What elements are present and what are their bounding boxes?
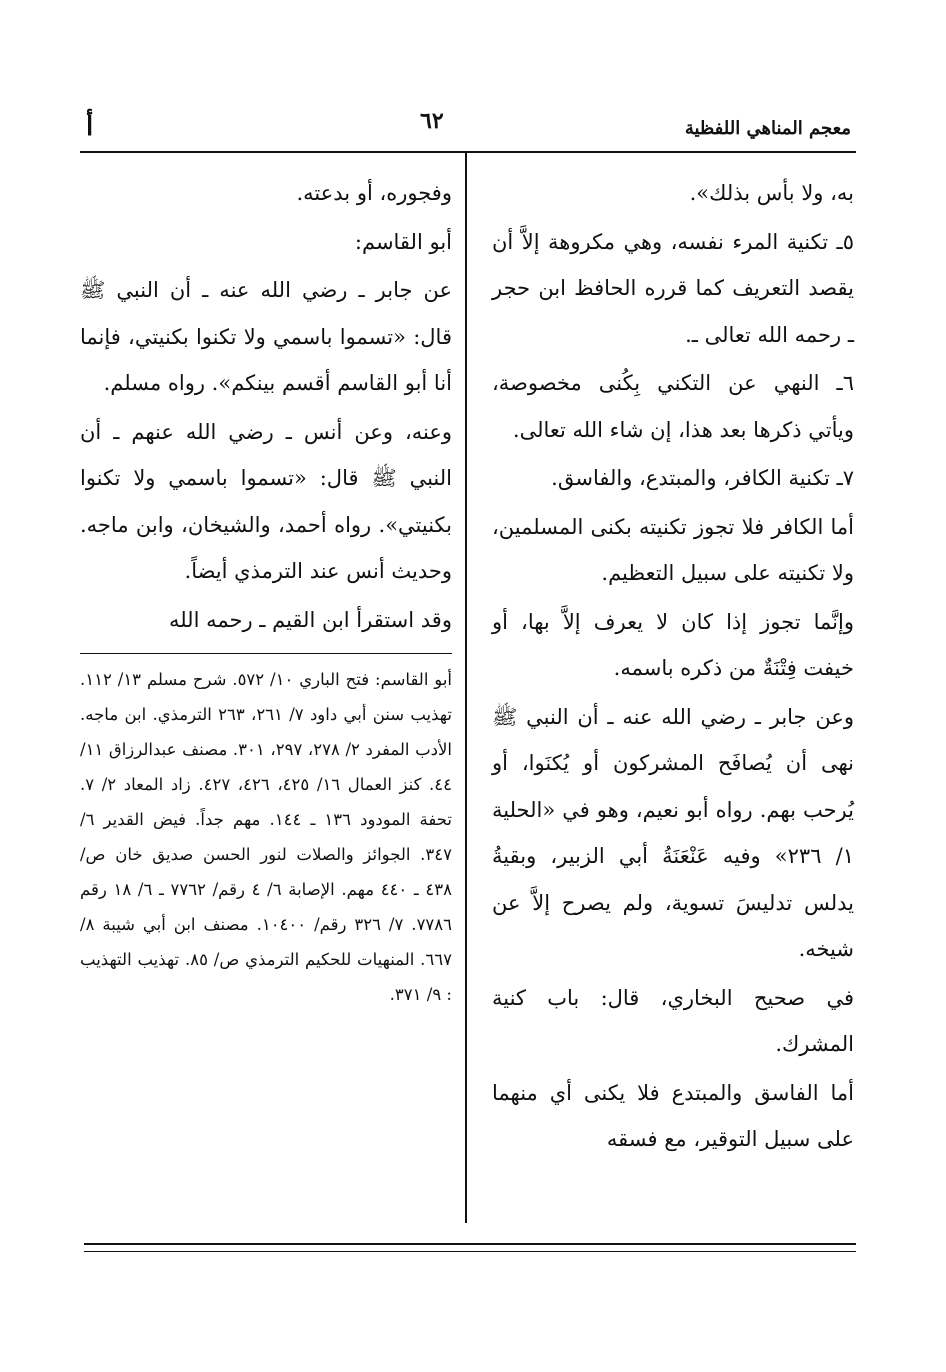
paragraph: وفجوره، أو بدعته. bbox=[296, 181, 452, 205]
paragraph: وعن جابر ـ رضي الله عنه ـ أن النبي ﷺ نهى أن يُصافَح المشركون أو يُكنَوا، أو يُرحب بهم. رواه أبو نعيم، وهو في «الحلية ١/ ٢٣٦» وفيه عَنْعَنَةُ أبي الزبير، وبقيةُ يدلس تدليسَ تسوية، ولم يصرح إلاَّ عن شيخه. bbox=[492, 704, 854, 961]
footer-rule-thin bbox=[84, 1251, 856, 1252]
page-number: ٦٢ bbox=[420, 108, 444, 134]
section-letter: أ bbox=[86, 112, 94, 142]
running-title: معجم المناهي اللفظية bbox=[684, 118, 851, 139]
paragraph: عن جابر ـ رضي الله عنه ـ أن النبي ﷺ قال: «تسموا باسمي ولا تكنوا بكنيتي، فإنما أنا أبو القاسم أقسم بينكم». رواه مسلم. bbox=[80, 278, 452, 395]
paragraph: وعنه، وعن أنس ـ رضي الله عنهم ـ أن النبي ﷺ قال: «تسموا باسمي ولا تكنوا بكنيتي». رواه أحمد، والشيخان، وابن ماجه. وحديث أنس عند الترمذي أيضاً. bbox=[80, 419, 452, 583]
left-column bbox=[80, 170, 452, 1012]
paragraph: وقد استقرأ ابن القيم ـ رحمه الله bbox=[168, 607, 452, 632]
header-rule bbox=[80, 151, 856, 153]
paragraph: في صحيح البخاري، قال: باب كنية المشرك. bbox=[492, 985, 854, 1056]
right-column bbox=[492, 170, 854, 1165]
paragraph: ٧ـ تكنية الكافر، والمبتدع، والفاسق. bbox=[551, 466, 854, 490]
footnote: أبو القاسم: فتح الباري ١٠/ ٥٧٢. شرح مسلم ١٣/ ١١٢. تهذيب سنن أبي داود ٧/ ٢٦١، ٢٦٣ الترمذي. ابن ماجه. الأدب المفرد ٢/ ٢٧٨، ٢٩٧، ٣٠١. مصنف عبدالرزاق ١١/ ٤٤. كنز العمال ١٦/ ٤٢٥، ٤٢٦، ٤٢٧. زاد المعاد ٢/ ٧. تحفة المودود ١٣٦ ـ ١٤٤. مهم جداً. فيض القدير ٦/ ٣٤٧. الجوائز والصلات لنور الحسن صديق خان ص/ ٤٣٨ ـ ٤٤٠ مهم. الإصابة ٦/ ٤ رقم/ ٧٧٦٢ ـ ٦/ ١٨ رقم ٧٧٨٦. ٧/ ٣٢٦ رقم/ ١٠٤٠٠. مصنف ابن أبي شيبة ٨/ ٦٦٧. المنهيات للحكيم الترمذي ص/ ٨٥. تهذيب التهذيب : ٩/ ٣٧١. bbox=[80, 670, 453, 1004]
footnote-separator bbox=[80, 653, 452, 654]
paragraph: أما الفاسق والمبتدع فلا يكنى أي منهما على سبيل التوقير، مع فسقه bbox=[492, 1080, 854, 1151]
paragraph: ٦ـ النهي عن التكني بِكُنى مخصوصة، ويأتي ذكرها بعد هذا، إن شاء الله تعالى. bbox=[492, 371, 854, 442]
column-divider bbox=[465, 153, 467, 1223]
paragraph: وإنَّما تجوز إذا كان لا يعرف إلاَّ بها، أو خيفت فِتْنَةٌ من ذكره باسمه. bbox=[492, 609, 854, 680]
section-heading: أبو القاسم: bbox=[354, 229, 452, 254]
paragraph: ٥ـ تكنية المرء نفسه، وهي مكروهة إلاَّ أن يقصد التعريف كما قرره الحافظ ابن حجر ـ رحمه الله تعالى ـ. bbox=[492, 229, 854, 347]
paragraph: أما الكافر فلا تجوز تكنيته بكنى المسلمين، ولا تكنيته على سبيل التعظيم. bbox=[492, 514, 854, 585]
footer-rule bbox=[84, 1243, 856, 1245]
paragraph: به، ولا بأس بذلك». bbox=[689, 181, 854, 205]
